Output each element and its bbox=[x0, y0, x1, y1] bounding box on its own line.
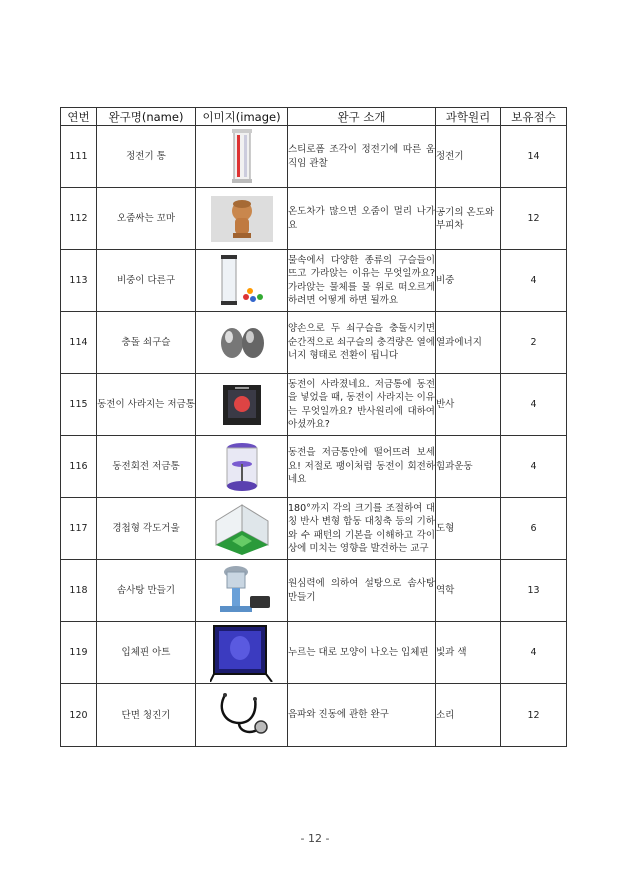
row-count: 2 bbox=[501, 312, 567, 374]
row-principle: 열과에너지 bbox=[436, 312, 501, 374]
table-row bbox=[61, 188, 567, 250]
row-image bbox=[196, 684, 288, 747]
row-image bbox=[196, 436, 288, 498]
row-no: 116 bbox=[61, 436, 97, 498]
toy-inventory-table bbox=[60, 107, 567, 747]
row-no: 119 bbox=[61, 622, 97, 684]
table-row bbox=[61, 312, 567, 374]
table-row bbox=[61, 436, 567, 498]
header-name: 완구명(name) bbox=[97, 108, 196, 126]
row-desc: 180°까지 각의 크기를 조절하여 대칭 반사 변형 합동 대칭축 등의 기하와 수 패턴의 기본을 이해하고 각이 상에 미치는 영향을 발견하는 교구 bbox=[288, 498, 436, 560]
row-principle: 빛과 색 bbox=[436, 622, 501, 684]
static-tube-icon bbox=[222, 129, 262, 185]
page-number: - 12 - bbox=[300, 832, 330, 845]
row-desc: 양손으로 두 쇠구슬을 충돌시키면 순간적으로 쇠구슬의 충격량은 열에너지 형태로 전환이 됩니다 bbox=[288, 312, 436, 374]
row-image bbox=[196, 560, 288, 622]
row-name: 동전이 사라지는 저금통 bbox=[97, 374, 196, 436]
row-image bbox=[196, 188, 288, 250]
row-name: 오줌싸는 꼬마 bbox=[97, 188, 196, 250]
row-image bbox=[196, 312, 288, 374]
table-row bbox=[61, 560, 567, 622]
table-row bbox=[61, 684, 567, 747]
table-row bbox=[61, 126, 567, 188]
row-desc: 음파와 진동에 관한 완구 bbox=[288, 684, 436, 747]
row-name: 경첩형 각도거울 bbox=[97, 498, 196, 560]
row-no: 115 bbox=[61, 374, 97, 436]
row-count: 4 bbox=[501, 250, 567, 312]
row-desc: 스티로폼 조각이 정전기에 따른 움직임 관찰 bbox=[288, 126, 436, 188]
row-desc: 누르는 대로 모양이 나오는 입체핀 bbox=[288, 622, 436, 684]
row-principle: 반사 bbox=[436, 374, 501, 436]
row-desc: 동전을 저금통안에 떨어뜨려 보세요! 저절로 팽이처럼 동전이 회전하네요 bbox=[288, 436, 436, 498]
row-desc: 물속에서 다양한 종류의 구슬들이 뜨고 가라앉는 이유는 무엇일까요? 가라앉는 물체를 물 위로 떠오르게 하려면 어떻게 하면 될까요 bbox=[288, 250, 436, 312]
row-count: 6 bbox=[501, 498, 567, 560]
peeing-doll-icon bbox=[211, 196, 273, 242]
row-principle: 정전기 bbox=[436, 126, 501, 188]
row-name: 비중이 다른구 bbox=[97, 250, 196, 312]
row-count: 4 bbox=[501, 436, 567, 498]
row-count: 12 bbox=[501, 684, 567, 747]
row-count: 14 bbox=[501, 126, 567, 188]
row-desc: 온도차가 많으면 오줌이 멀리 나가요 bbox=[288, 188, 436, 250]
table-row bbox=[61, 498, 567, 560]
row-image bbox=[196, 126, 288, 188]
row-no: 113 bbox=[61, 250, 97, 312]
row-principle: 소리 bbox=[436, 684, 501, 747]
header-principle: 과학원리 bbox=[436, 108, 501, 126]
row-image bbox=[196, 374, 288, 436]
row-count: 4 bbox=[501, 374, 567, 436]
row-principle: 힘과운동 bbox=[436, 436, 501, 498]
row-name: 정전기 통 bbox=[97, 126, 196, 188]
row-name: 충돌 쇠구슬 bbox=[97, 312, 196, 374]
cotton-candy-maker-icon bbox=[210, 562, 274, 620]
table-row bbox=[61, 250, 567, 312]
row-desc: 원심력에 의하여 설탕으로 솜사탕 만들기 bbox=[288, 560, 436, 622]
row-principle: 역학 bbox=[436, 560, 501, 622]
row-name: 입체핀 아트 bbox=[97, 622, 196, 684]
row-count: 13 bbox=[501, 560, 567, 622]
row-name: 동전회전 저금통 bbox=[97, 436, 196, 498]
row-no: 114 bbox=[61, 312, 97, 374]
row-image bbox=[196, 498, 288, 560]
density-balls-icon bbox=[212, 253, 272, 309]
row-principle: 도형 bbox=[436, 498, 501, 560]
row-no: 120 bbox=[61, 684, 97, 747]
row-no: 112 bbox=[61, 188, 97, 250]
row-image bbox=[196, 622, 288, 684]
header-image: 이미지(image) bbox=[196, 108, 288, 126]
header-count: 보유점수 bbox=[501, 108, 567, 126]
spinning-coin-bank-icon bbox=[221, 440, 263, 494]
table-row bbox=[61, 374, 567, 436]
row-desc: 동전이 사라졌네요. 저금통에 동전을 넣었을 때, 동전이 사라지는 이유는 무엇일까요? 반사원리에 대하여 아셨까요? bbox=[288, 374, 436, 436]
pin-art-icon bbox=[210, 624, 274, 682]
header-no: 연번 bbox=[61, 108, 97, 126]
table-row bbox=[61, 622, 567, 684]
stethoscope-icon bbox=[211, 689, 273, 741]
row-count: 12 bbox=[501, 188, 567, 250]
row-name: 솜사탕 만들기 bbox=[97, 560, 196, 622]
row-no: 117 bbox=[61, 498, 97, 560]
row-name: 단면 청진기 bbox=[97, 684, 196, 747]
steel-balls-icon bbox=[214, 321, 270, 365]
hinged-mirror-icon bbox=[206, 501, 278, 557]
vanishing-coin-bank-icon bbox=[221, 383, 263, 427]
table-header-row bbox=[61, 108, 567, 126]
row-no: 111 bbox=[61, 126, 97, 188]
row-no: 118 bbox=[61, 560, 97, 622]
row-principle: 비중 bbox=[436, 250, 501, 312]
row-principle: 공기의 온도와 부피차 bbox=[436, 188, 501, 250]
row-count: 4 bbox=[501, 622, 567, 684]
header-desc: 완구 소개 bbox=[288, 108, 436, 126]
row-image bbox=[196, 250, 288, 312]
